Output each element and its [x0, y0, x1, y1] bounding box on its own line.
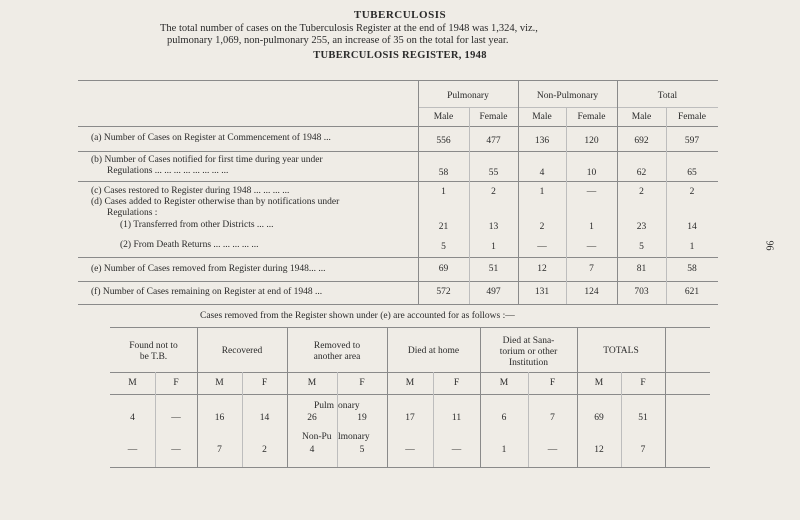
row-label: (a) Number of Cases on Register at Commencement of 1948 ...: [91, 133, 331, 143]
col-header: Removed to: [313, 341, 361, 351]
rule: [78, 257, 718, 258]
table-cell: 120: [584, 136, 599, 146]
table-cell: 11: [451, 413, 462, 423]
table-cell: 692: [634, 136, 649, 146]
table-cell: —: [547, 445, 558, 455]
col-header: F: [453, 378, 460, 388]
non-pulmonary-label-a: Non-Pu: [302, 432, 332, 442]
rule: [78, 151, 718, 152]
col-group-non-pulmonary: Non-Pulmonary: [536, 91, 599, 101]
table-cell: 621: [684, 287, 700, 297]
table-cell: 7: [550, 413, 555, 423]
col-header: Died at Sana-: [502, 336, 555, 346]
table-cell: 597: [684, 136, 700, 146]
col-header: Found not to: [129, 341, 178, 351]
non-pulmonary-label-b: lmonary: [338, 432, 370, 442]
table-cell: 572: [436, 287, 451, 297]
table-cell: 19: [357, 413, 367, 423]
row-label: (f) Number of Cases remaining on Register at end of 1948 ...: [91, 287, 323, 297]
table-cell: 58: [438, 168, 449, 178]
table-cell: 1: [441, 187, 446, 197]
col-header: Male: [433, 112, 454, 122]
table-cell: 62: [636, 168, 647, 178]
col-header: torium or other: [499, 347, 558, 357]
rule: [78, 126, 718, 127]
table-cell: 81: [636, 264, 647, 274]
col-header: F: [359, 378, 365, 388]
table-cell: 1: [539, 187, 545, 197]
table-cell: 12: [594, 445, 604, 455]
table-cell: 7: [640, 445, 646, 455]
table-cell: 51: [488, 264, 499, 274]
register-title: TUBERCULOSIS REGISTER, 1948: [313, 50, 487, 61]
table-cell: 703: [634, 287, 649, 297]
rule: [418, 107, 718, 108]
col-header: F: [640, 378, 646, 388]
col-header: TOTALS: [603, 346, 639, 356]
page-title: TUBERCULOSIS: [353, 9, 447, 21]
table-cell: 4: [130, 413, 135, 423]
intro-line-2: pulmonary 1,069, non-pulmonary 255, an increase of 35 on the total for last year.: [167, 35, 509, 46]
row-label: (c) Cases restored to Register during 1948 ... ... ... ...: [91, 186, 290, 196]
col-header: Female: [678, 112, 706, 122]
table-cell: 51: [638, 413, 648, 423]
col-group-pulmonary: Pulmonary: [447, 91, 489, 101]
table-cell: 55: [488, 168, 499, 178]
table-cell: 1: [689, 242, 695, 252]
col-header: M: [405, 378, 415, 388]
table-cell: —: [586, 242, 597, 252]
table-cell: 10: [586, 168, 597, 178]
table-cell: 477: [486, 136, 501, 146]
col-header: F: [549, 378, 556, 388]
col-header: another area: [313, 352, 361, 362]
table-cell: 13: [488, 222, 499, 232]
table-cell: 69: [438, 264, 449, 274]
rule: [665, 327, 666, 467]
col-header: M: [307, 378, 317, 388]
table-cell: 5: [639, 242, 644, 252]
table-cell: 5: [441, 242, 446, 252]
col-header: M: [215, 378, 224, 388]
table-cell: —: [586, 187, 597, 197]
rule: [110, 372, 710, 373]
table-cell: 65: [687, 168, 697, 178]
table-cell: 1: [589, 222, 594, 232]
table-cell: 26: [307, 413, 317, 423]
table-cell: —: [171, 445, 181, 455]
col-header: Female: [577, 112, 606, 122]
col-header: Institution: [508, 358, 549, 368]
rule: [78, 181, 718, 182]
rule: [78, 281, 718, 282]
col-header: Female: [479, 112, 508, 122]
table-cell: 7: [217, 445, 222, 455]
table-cell: 124: [584, 287, 599, 297]
table-cell: —: [127, 445, 138, 455]
table-cell: 497: [486, 287, 501, 297]
table-cell: 17: [405, 413, 415, 423]
row-label: (e) Number of Cases removed from Register during 1948... ...: [91, 264, 326, 274]
table-cell: 7: [589, 264, 594, 274]
col-header: M: [499, 378, 509, 388]
table-cell: 58: [687, 264, 697, 274]
table-cell: 556: [436, 136, 451, 146]
table-cell: 4: [539, 168, 545, 178]
table-cell: 16: [214, 413, 225, 423]
table-cell: 1: [491, 242, 496, 252]
col-header: Died at home: [407, 346, 460, 356]
col-header: M: [128, 378, 137, 388]
page-number: 96: [763, 240, 775, 251]
table-cell: 2: [639, 187, 644, 197]
col-header: Recovered: [221, 346, 263, 356]
table-cell: 14: [687, 222, 697, 232]
table-cell: 21: [438, 222, 449, 232]
table-cell: 14: [259, 413, 270, 423]
col-header: Male: [532, 112, 552, 122]
table-cell: 5: [359, 445, 365, 455]
row-label: (d) Cases added to Register otherwise than by notifications under: [91, 197, 340, 207]
col-header: Male: [631, 112, 652, 122]
intro-line-1: The total number of cases on the Tuberculosis Register at the end of 1948 was 1,324, viz.,: [160, 23, 538, 34]
rule: [110, 327, 710, 328]
table-cell: —: [451, 445, 462, 455]
row-label: Regulations ... ... ... ... ... ... ... ...: [107, 166, 229, 176]
table-cell: 2: [262, 445, 267, 455]
pulmonary-label-a: Pulm: [314, 401, 335, 411]
table-cell: 4: [309, 445, 315, 455]
table-cell: 2: [689, 187, 695, 197]
table-cell: —: [171, 413, 181, 423]
col-header: F: [261, 378, 268, 388]
table-cell: 2: [539, 222, 545, 232]
rule: [110, 394, 710, 395]
col-header: F: [173, 378, 179, 388]
row-label: (1) Transferred from other Districts ... ...: [120, 220, 274, 230]
table-cell: —: [537, 242, 547, 252]
row-label: Regulations :: [107, 208, 158, 218]
rule: [78, 304, 718, 305]
table-cell: 23: [636, 222, 647, 232]
table-cell: 136: [534, 136, 550, 146]
table-cell: —: [405, 445, 415, 455]
col-group-total: Total: [657, 91, 678, 101]
col-header: M: [594, 378, 604, 388]
row-label: (b) Number of Cases notified for first time during year under: [91, 155, 323, 165]
table-cell: 6: [501, 413, 507, 423]
table-cell: 69: [594, 413, 604, 423]
removed-caption: Cases removed from the Register shown under (e) are accounted for as follows :—: [200, 311, 515, 321]
table-cell: 1: [501, 445, 507, 455]
table-cell: 131: [534, 287, 550, 297]
col-header: be T.B.: [139, 352, 168, 362]
row-label: (2) From Death Returns ... ... ... ... ...: [120, 240, 259, 250]
table-cell: 2: [491, 187, 496, 197]
rule: [110, 467, 710, 468]
pulmonary-label-b: onary: [338, 401, 360, 411]
table-cell: 12: [537, 264, 547, 274]
rule: [78, 80, 718, 81]
